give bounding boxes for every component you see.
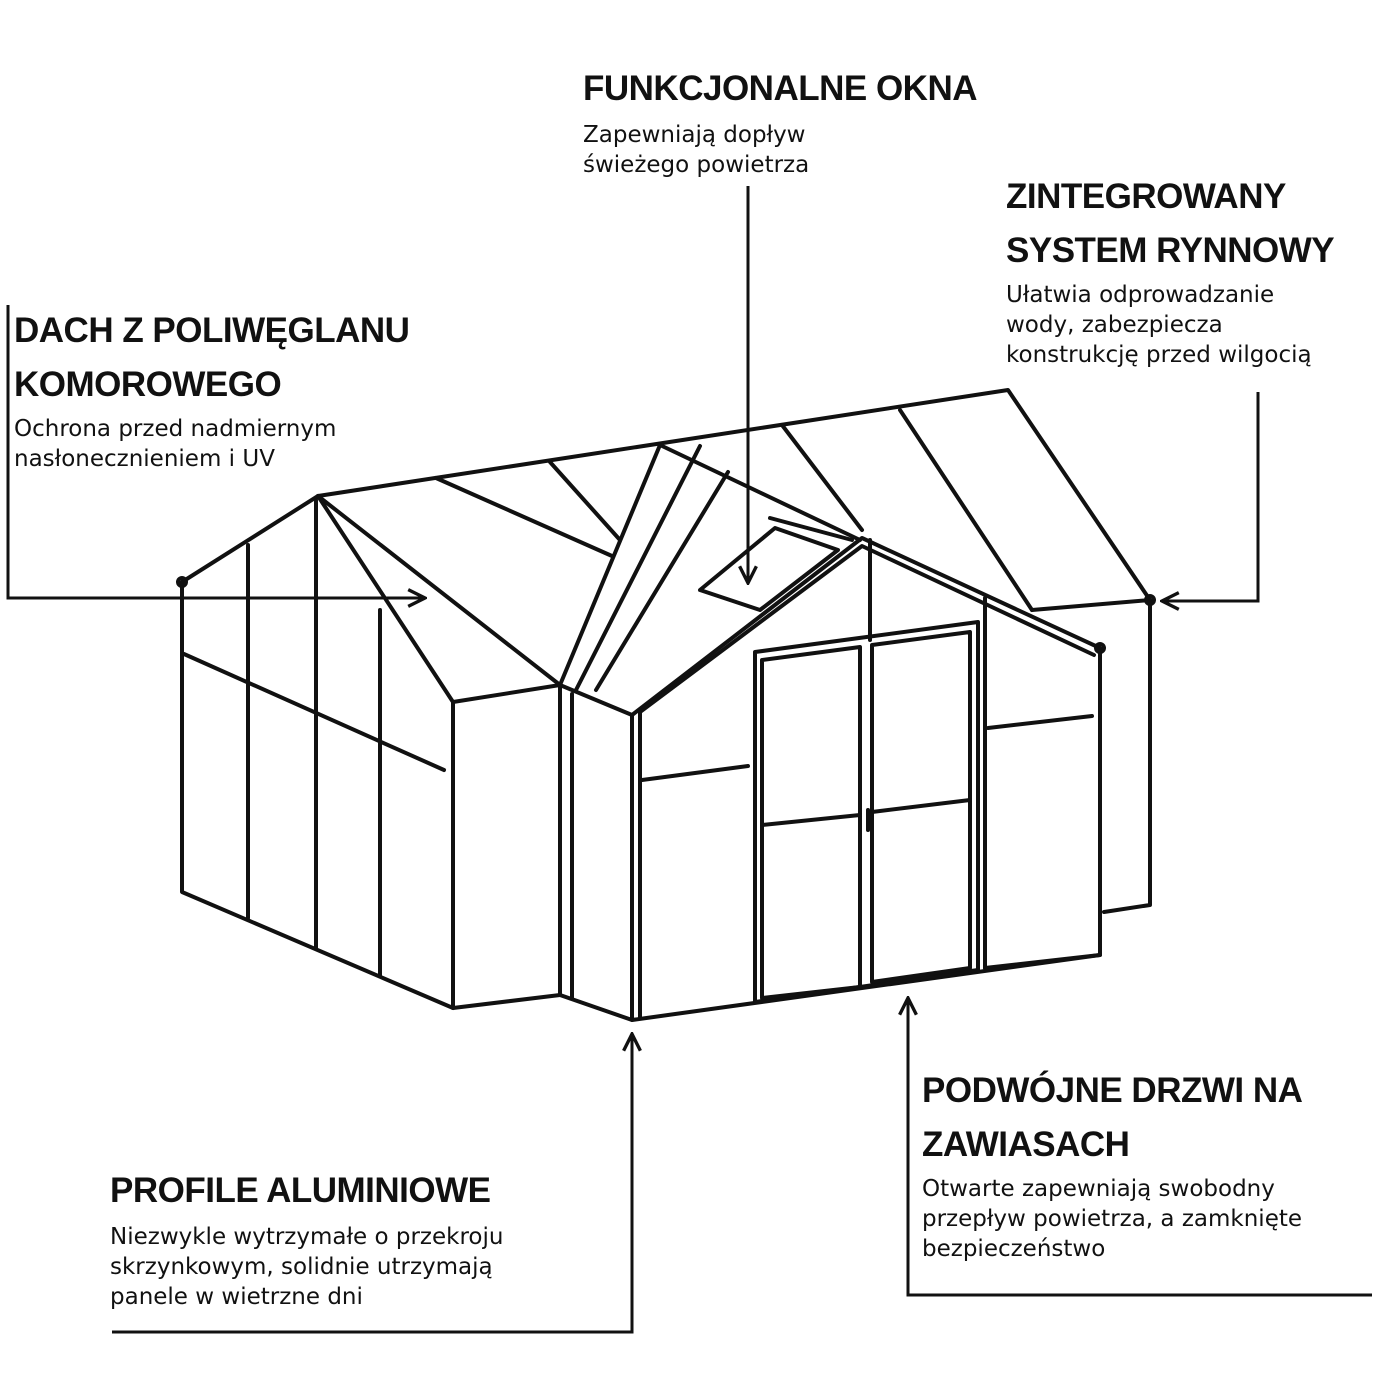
callout-description: [583, 120, 977, 180]
callout-title: [14, 304, 409, 412]
callout-double-hinged-doors: [922, 1064, 1302, 1264]
back-right-wall: [1104, 600, 1150, 912]
back-eave: [1032, 600, 1150, 610]
front-rail-left: [642, 766, 748, 780]
title-line: PODWÓJNE DRZWI NA: [922, 1071, 1303, 1110]
callout-description: [1006, 280, 1334, 370]
callout-gutter-system: [1006, 170, 1334, 370]
desc-line: Niezwykle wytrzymałe o przekroju: [110, 1224, 504, 1250]
roof-vent: [700, 528, 838, 610]
roof-panel-line: [900, 410, 1032, 610]
title-line: DACH Z POLIWĘGLANU: [14, 311, 410, 350]
left-end-face: [453, 685, 560, 1008]
valley-ridge: [660, 445, 860, 540]
callout-description: [110, 1222, 503, 1312]
front-rail-right: [988, 716, 1092, 728]
valley-line: [576, 446, 700, 690]
desc-line: nasłonecznieniem i UV: [14, 446, 275, 472]
desc-line: przepływ powietrza, a zamknięte: [922, 1206, 1303, 1232]
greenhouse-illustration: [178, 390, 1154, 1020]
callout-aluminium-profiles: [110, 1164, 503, 1312]
callout-description: [922, 1174, 1302, 1264]
roof-ridge: [318, 390, 1150, 600]
door-rail: [872, 800, 970, 812]
desc-line: wody, zabezpiecza: [1006, 312, 1223, 338]
callout-description: [14, 414, 409, 474]
callout-title: [1006, 170, 1334, 278]
title-line: ZINTEGROWANY: [1006, 177, 1286, 216]
desc-line: Zapewniają dopływ: [583, 122, 806, 148]
front-right-wall: [985, 648, 1100, 968]
desc-line: Ułatwia odprowadzanie: [1006, 282, 1275, 308]
roof-panel-line: [782, 425, 862, 530]
desc-line: Otwarte zapewniają swobodny: [922, 1176, 1275, 1202]
desc-line: bezpieczeństwo: [922, 1236, 1106, 1262]
title-line: KOMOROWEGO: [14, 365, 282, 404]
desc-line: Ochrona przed nadmiernym: [14, 416, 337, 442]
title-line: SYSTEM RYNNOWY: [1006, 231, 1335, 270]
desc-line: konstrukcję przed wilgocią: [1006, 342, 1312, 368]
leader-rynny: [1162, 392, 1258, 601]
callout-title: PROFILE ALUMINIOWE: [110, 1171, 491, 1210]
desc-line: skrzynkowym, solidnie utrzymają: [110, 1254, 493, 1280]
door-rail: [762, 815, 860, 825]
title-line: ZAWIASACH: [922, 1125, 1130, 1164]
desc-line: panele w wietrzne dni: [110, 1284, 363, 1310]
desc-line: świeżego powietrza: [583, 152, 810, 178]
callout-polycarbonate-roof: [14, 304, 409, 474]
valley-line: [560, 445, 660, 685]
roof-panel-line: [318, 496, 560, 685]
callout-title: FUNKCJONALNE OKNA: [583, 69, 977, 108]
front-gable-inner: [640, 546, 1094, 712]
roof-panel-line: [550, 462, 620, 540]
callout-functional-windows: [583, 62, 977, 180]
callout-title: [922, 1064, 1302, 1172]
roof-panel-line: [436, 478, 612, 556]
